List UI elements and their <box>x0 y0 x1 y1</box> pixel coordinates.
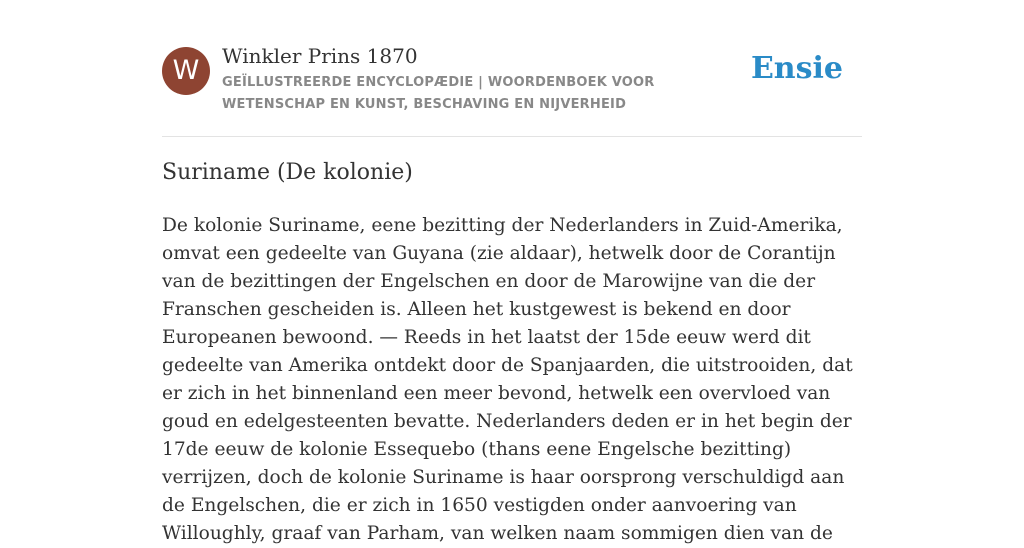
ensie-logo[interactable]: Ensie <box>750 51 843 86</box>
source-title[interactable]: Winkler Prins 1870 <box>222 44 418 68</box>
article-title: Suriname (De kolonie) <box>162 160 413 185</box>
source-avatar[interactable]: W <box>162 47 210 95</box>
page-container <box>162 0 862 544</box>
source-subtitle: GEÏLLUSTREERDE ENCYCLOPÆDIE | WOORDENBOEK VOOR WETENSCHAP EN KUNST, BESCHAVING EN NIJVERHEID <box>222 75 655 112</box>
source-header <box>162 0 862 137</box>
article-body: De kolonie Suriname, eene bezitting der Nederlanders in Zuid-Amerika, omvat een gedeelte van Guyana (zie aldaar), hetwelk door de Corantijn van de bezittingen der Engelschen en door de Marowijne van die der Franschen gescheiden is. Alleen het kustgewest is bekend en door Europeanen bewoond. — Reeds in het laatst der 15de eeuw werd dit gedeelte van Amerika ontdekt door de Spanjaarden, die uitstrooiden, dat er zich in het binnenland een meer bevond, hetwelk een overvloed van goud en edelgesteenten bevatte. Nederlanders deden er in het begin der 17de eeuw de kolonie Essequebo (thans eene Engelsche bezitting) verrijzen, doch de kolonie Suriname is haar oorsprong verschuldigd aan de Engelschen, die er zich in 1650 vestigden onder aanvoering van Willoughly, graaf van Parham, van welken naam sommigen dien van de <box>162 215 853 544</box>
